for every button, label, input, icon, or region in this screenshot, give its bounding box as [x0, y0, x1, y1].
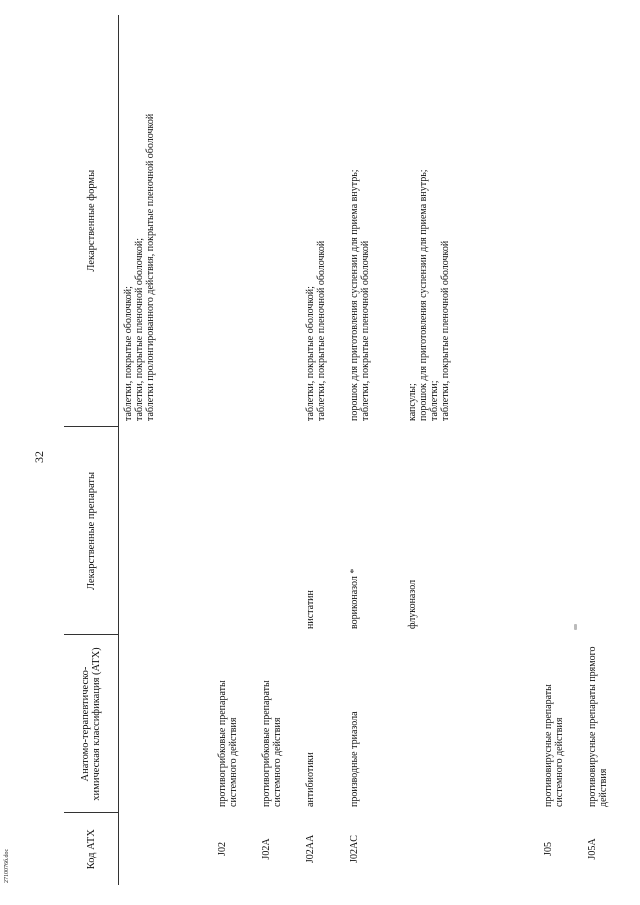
cell-atc — [119, 635, 203, 813]
cell-code: J05 — [542, 842, 554, 856]
cell-drug — [573, 427, 617, 635]
cell-drug — [119, 427, 203, 635]
cell-forms — [247, 15, 291, 427]
table-row — [529, 15, 573, 885]
table-row — [393, 15, 529, 885]
cell-atc: противогрибковые препараты системного действия — [216, 680, 239, 807]
cell-drug: флуконазол — [406, 579, 418, 629]
drug-table — [64, 15, 617, 885]
scan-mark — [574, 624, 577, 630]
cell-forms: таблетки, покрытые оболочкой; таблетки, покрытые пленочной оболочкой; таблетки пролонгированного действия, покрытые пленочной оболочкой — [123, 113, 156, 421]
cell-forms — [203, 15, 247, 427]
table-row — [203, 15, 247, 885]
cell-drug — [529, 427, 573, 635]
cell-code: J02 — [216, 842, 228, 856]
cell-drug: вориконазол * — [348, 568, 360, 629]
table-row — [291, 15, 335, 885]
header-forms: Лекарственные формы — [64, 15, 119, 427]
cell-code: J02A — [260, 838, 272, 860]
cell-forms: порошок для приготовления суспензии для приема внутрь; таблетки, покрытые пленочной оболочкой — [348, 169, 371, 421]
rotated-content — [30, 15, 609, 885]
header-atc: Анатомо-терапевтическо-химическая классификация (АТХ) — [64, 635, 119, 813]
cell-drug: нистатин — [304, 590, 316, 629]
cell-forms: таблетки, покрытые оболочкой; таблетки, покрытые пленочной оболочкой — [304, 240, 327, 421]
cell-atc: противовирусные препараты системного действия — [542, 684, 565, 807]
cell-forms — [573, 15, 617, 427]
table-row — [335, 15, 393, 885]
table-row — [247, 15, 291, 885]
cell-atc: производные триазола — [348, 711, 360, 807]
doc-id: 2710076б.doc — [4, 848, 10, 883]
page-number: 32 — [32, 451, 46, 463]
cell-atc — [393, 635, 529, 813]
table-header-row — [64, 15, 119, 885]
cell-code: J02AC — [348, 835, 360, 863]
cell-forms — [529, 15, 573, 427]
cell-code — [119, 813, 203, 885]
cell-code: J05A — [586, 838, 598, 860]
cell-drug — [203, 427, 247, 635]
cell-atc: противовирусные препараты прямого действия — [586, 646, 609, 807]
cell-forms: капсулы; порошок для приготовления суспензии для приема внутрь; таблетки; таблетки, покрытые пленочной оболочкой — [406, 169, 451, 421]
cell-atc: противогрибковые препараты системного действия — [260, 680, 283, 807]
cell-atc: антибиотики — [304, 752, 316, 807]
table-body — [119, 15, 617, 885]
table-row — [573, 15, 617, 885]
cell-code — [393, 813, 529, 885]
header-code: Код АТХ — [64, 813, 119, 885]
header-drugs: Лекарственные препараты — [64, 427, 119, 635]
cell-code: J02AA — [304, 834, 316, 864]
cell-drug — [247, 427, 291, 635]
table-row — [119, 15, 203, 885]
